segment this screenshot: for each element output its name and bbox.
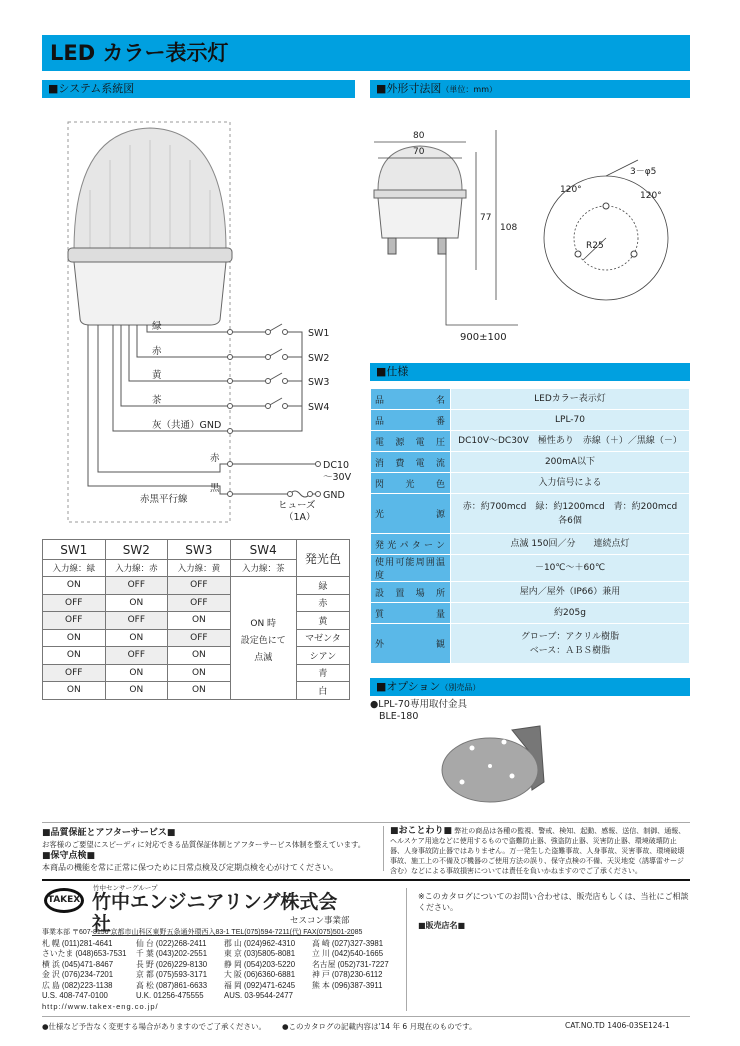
spec-label: 設置場所 — [371, 582, 451, 603]
disclaimer-block — [390, 826, 690, 876]
dim-angle-1: 120° — [560, 185, 582, 195]
office-phone — [312, 991, 404, 1002]
spec-value-line: 赤：約700mcd 緑：約1200mcd 青：約200mcd — [462, 501, 678, 512]
office-phone: 福 岡 (092)471-6245 — [224, 980, 296, 990]
header-sw3: SW3 — [168, 540, 231, 560]
emission-color: 白 — [296, 682, 349, 700]
company-name: 竹中エンジニアリング株式会社 — [92, 891, 354, 936]
spec-value-line: －10℃～＋60℃ — [534, 563, 606, 573]
office-phone: 仙 台 (022)268-2411 — [136, 938, 207, 948]
spec-value — [451, 452, 690, 473]
lamp-illustration — [68, 128, 232, 325]
office-phone: AUS. 03-9544-2477 — [224, 991, 293, 1000]
spec-value — [451, 494, 690, 534]
spec-row — [371, 555, 690, 582]
option-name: ●LPL-70専用取付金具 — [370, 699, 467, 710]
website-url[interactable]: http://www.takex-eng.co.jp/ — [42, 1001, 159, 1011]
spec-row — [371, 582, 690, 603]
office-row — [42, 970, 404, 981]
switch-row — [43, 647, 350, 665]
office-phone: 郡 山 (024)962-4310 — [224, 938, 296, 948]
inquiry-note: ※このカタログについてのお問い合わせは、販売店もしくは、当社にご相談ください。 — [418, 892, 689, 912]
office-phone: 札 幌 (011)281-4641 — [42, 938, 113, 948]
sw2-label: SW2 — [308, 353, 330, 364]
fuse-label: ヒューズ — [278, 500, 316, 511]
spec-value-line: LEDカラー表示灯 — [534, 394, 606, 404]
spec-row — [371, 494, 690, 534]
sw2-state: ON — [105, 594, 168, 612]
office-phone: さいたま (048)653-7531 — [42, 949, 127, 958]
spec-row — [371, 473, 690, 494]
spec-row — [371, 624, 690, 664]
emission-color: 青 — [296, 664, 349, 682]
gnd-label: GND — [323, 490, 345, 501]
office-row — [42, 991, 404, 1002]
dim-77: 77 — [480, 213, 492, 223]
office-list — [42, 928, 404, 1012]
spec-value — [451, 555, 690, 582]
spec-value — [451, 410, 690, 431]
office-row — [42, 960, 404, 971]
sw4-note — [230, 577, 296, 700]
spec-value-line: LPL-70 — [555, 415, 585, 425]
switch-row — [43, 682, 350, 700]
sw1-state: ON — [43, 577, 106, 595]
catalog-number: CAT.NO.TD 1406-03SE124-1 — [565, 1021, 670, 1030]
dim-80: 80 — [413, 131, 425, 141]
spec-value — [451, 473, 690, 494]
disclaimer-text: 弊社の商品は各種の監視、警戒、検知、起動、感報、送信、制御、通報、ヘルスケア用途などに使用するもので盗難防止器、強盗防止器、災害防止器、環境破壊防止器、人身事故防止器ではありません。万一発生した盗難事故、人身事故、災害事故、環境破壊事故、施工上の不備及び機器のご使用方法の誤り、保守点検の不備、天災地変（誘導雷サージ含む）などによる事故損害については責任を負いかねますのでご了承ください。 — [390, 827, 686, 875]
sw1-state: OFF — [43, 612, 106, 630]
sw3-state: OFF — [168, 629, 231, 647]
power-black-label: 黒 — [210, 483, 220, 494]
spec-label: 外観 — [371, 624, 451, 664]
spec-value — [451, 582, 690, 603]
office-row — [42, 939, 404, 950]
spec-change-note: ●仕様など予告なく変更する場合がありますのでご了承ください。 — [42, 1022, 267, 1031]
office-phone: 立 川 (042)540-1665 — [312, 949, 384, 958]
sw3-state: OFF — [168, 577, 231, 595]
office-phone: 神 戸 (078)230-6112 — [312, 970, 383, 979]
option-model: BLE-180 — [379, 711, 419, 722]
spec-row — [371, 431, 690, 452]
sw2-state: ON — [105, 664, 168, 682]
office-row — [42, 949, 404, 960]
spec-value — [451, 431, 690, 452]
unit-note: （単位：mm） — [441, 85, 497, 94]
office-phone: 高 松 (087)861-6633 — [136, 980, 208, 990]
emission-color: シアン — [296, 647, 349, 665]
emission-color: マゼンタ — [296, 629, 349, 647]
dim-cable: 900±100 — [460, 332, 507, 343]
office-phone: 京 都 (075)593-3171 — [136, 970, 208, 979]
sw3-state: ON — [168, 612, 231, 630]
sw2-state: ON — [105, 682, 168, 700]
sub-sw1: 入力線：緑 — [43, 560, 106, 577]
spec-row — [371, 534, 690, 555]
sw4-label: SW4 — [308, 402, 330, 413]
wire-brown-label: 茶 — [152, 395, 162, 406]
office-phone: 広 島 (082)223-1138 — [42, 980, 113, 990]
office-phone: 千 葉 (043)202-2551 — [136, 949, 208, 958]
switch-table — [42, 539, 350, 700]
system-diagram — [40, 110, 360, 530]
spec-row — [371, 603, 690, 624]
maintenance-text: 本商品の機能を常に正常に保つために日常点検及び定期点検を心がけてください。 — [42, 863, 338, 872]
office-phone: 熊 本 (096)387-3911 — [312, 980, 383, 990]
sw4-note-line: ON 時 — [250, 619, 277, 630]
dealer-label: ■販売店名■ — [418, 921, 466, 930]
office-row — [42, 981, 404, 992]
header-sw1: SW1 — [43, 540, 106, 560]
sw2-state: ON — [105, 629, 168, 647]
spec-value — [451, 389, 690, 410]
catalog-date-note: ●このカタログの記載内容は'14 年 6 月現在のものです。 — [282, 1022, 477, 1031]
parallel-wire-label: 赤黒平行線 — [140, 494, 188, 505]
dim-hole: 3－φ5 — [630, 167, 657, 177]
office-phone: 金 沢 (076)234-7201 — [42, 970, 114, 979]
sub-sw3: 入力線：黄 — [168, 560, 231, 577]
sw3-state: OFF — [168, 594, 231, 612]
sw2-state: OFF — [105, 577, 168, 595]
section-system-diagram: ■システム系統図 — [42, 80, 355, 98]
spec-table — [370, 388, 690, 664]
sw1-state: ON — [43, 682, 106, 700]
section-option — [370, 678, 690, 696]
wire-yellow-label: 黄 — [152, 370, 162, 381]
disclaimer-title: ■おことわり■ — [390, 826, 453, 836]
emission-color: 黄 — [296, 612, 349, 630]
sw1-state: ON — [43, 647, 106, 665]
group-name: 竹中センサーグループ — [93, 884, 158, 892]
spec-label: 使用可能周囲温度 — [371, 555, 451, 582]
quality-title: ■品質保証とアフターサービス■ — [42, 828, 176, 838]
header-sw4: SW4 — [230, 540, 296, 560]
office-phone: U.K. 01256-475555 — [136, 991, 204, 1000]
sw1-label: SW1 — [308, 328, 330, 339]
spec-row — [371, 410, 690, 431]
takex-logo: TAKEX — [44, 888, 84, 913]
spec-value-line: 入力信号による — [538, 478, 602, 488]
spec-label: 品番 — [371, 410, 451, 431]
sub-sw4: 入力線：茶 — [230, 560, 296, 577]
dim-angle-2: 120° — [640, 191, 662, 201]
sw2-state: OFF — [105, 647, 168, 665]
switch-row — [43, 664, 350, 682]
spec-label: 品名 — [371, 389, 451, 410]
sw1-state: OFF — [43, 594, 106, 612]
emission-color: 緑 — [296, 577, 349, 595]
dimension-drawing — [368, 120, 693, 356]
section-dimensions-label: ■外形寸法図 — [376, 82, 442, 95]
wire-gray-gnd-label: 灰（共通）GND — [152, 420, 222, 431]
spec-value — [451, 624, 690, 664]
spec-value-line: DC10V～DC30V 極性あり 赤線（＋）／黒線（－） — [458, 436, 682, 446]
spec-label: 質量 — [371, 603, 451, 624]
spec-value-line: グローブ：アクリル樹脂 — [520, 631, 620, 642]
sw3-label: SW3 — [308, 377, 330, 388]
wire-red-label: 赤 — [152, 346, 162, 357]
spec-value — [451, 603, 690, 624]
spec-label: 電源電圧 — [371, 431, 451, 452]
office-phone: 横 浜 (045)471-8467 — [42, 959, 114, 969]
section-option-label: ■オプション — [376, 680, 441, 693]
office-phone: 静 岡 (054)203-5220 — [224, 959, 296, 969]
office-phone: 名古屋 (052)731-7227 — [312, 959, 389, 969]
sw2-state: OFF — [105, 612, 168, 630]
bracket-image — [440, 720, 560, 810]
spec-value-line: 点滅 150回／分 連続点灯 — [510, 539, 630, 549]
dim-70: 70 — [413, 147, 425, 157]
sw3-state: ON — [168, 682, 231, 700]
spec-value-line: 各6個 — [558, 515, 582, 526]
spec-row — [371, 452, 690, 473]
office-phone: 東 京 (03)5805-8081 — [224, 949, 296, 958]
spec-value-line: ベース：ＡＢＳ樹脂 — [529, 645, 611, 656]
spec-value — [451, 534, 690, 555]
spec-label: 光源 — [371, 494, 451, 534]
switch-row — [43, 594, 350, 612]
quality-text: お客様のご要望にスピーディに対応できる品質保証体制とアフターサービス体制を整えています。 — [42, 840, 366, 849]
sub-sw2: 入力線：赤 — [105, 560, 168, 577]
sw4-note-line: 点滅 — [254, 653, 273, 664]
lamp-side-view — [374, 146, 466, 254]
header-sw2: SW2 — [105, 540, 168, 560]
quality-block — [42, 827, 378, 873]
switch-row — [43, 629, 350, 647]
switch-row — [43, 612, 350, 630]
dc-range-label: ～30V — [323, 472, 352, 483]
office-phone: 大 阪 (06)6360-6881 — [224, 970, 296, 979]
option-note: （別売品） — [440, 683, 481, 692]
dc-label: DC10 — [323, 460, 350, 471]
page-title: LED カラー表示灯 — [42, 35, 690, 71]
sw1-state: OFF — [43, 664, 106, 682]
section-spec: ■仕様 — [370, 363, 690, 381]
header-color: 発光色 — [296, 540, 349, 577]
headquarters: 事業本部 〒607-8156 京都市山科区東野五条通外環西入83-1 TEL(075)594-7211(代) FAX(075)501-2085 — [42, 929, 363, 936]
maintenance-title: ■保守点検■ — [42, 851, 96, 861]
dim-r25: R25 — [586, 241, 604, 251]
spec-value-line: 約205g — [554, 608, 586, 618]
wire-green-label: 緑 — [152, 321, 162, 332]
sw3-state: ON — [168, 664, 231, 682]
fuse-rating-label: （1A） — [284, 512, 316, 523]
sw4-note-line: 設定色にて — [240, 636, 286, 647]
spec-label: 消費電流 — [371, 452, 451, 473]
sw1-state: ON — [43, 629, 106, 647]
spec-label: 閃光色 — [371, 473, 451, 494]
office-phone: U.S. 408-747-0100 — [42, 991, 108, 1000]
section-dimensions — [370, 80, 690, 98]
sw3-state: ON — [168, 647, 231, 665]
power-red-label: 赤 — [210, 453, 220, 464]
office-phone: 高 崎 (027)327-3981 — [312, 938, 384, 948]
spec-value-line: 屋内／屋外（IP66）兼用 — [519, 587, 621, 597]
division-name: セスコン事業部 — [290, 916, 350, 926]
office-phone: 長 野 (026)229-8130 — [136, 959, 208, 969]
spec-label: 発光パターン — [371, 534, 451, 555]
switch-row — [43, 577, 350, 595]
dim-108: 108 — [500, 223, 518, 233]
emission-color: 赤 — [296, 594, 349, 612]
spec-value-line: 200mA以下 — [544, 457, 596, 467]
spec-row — [371, 389, 690, 410]
